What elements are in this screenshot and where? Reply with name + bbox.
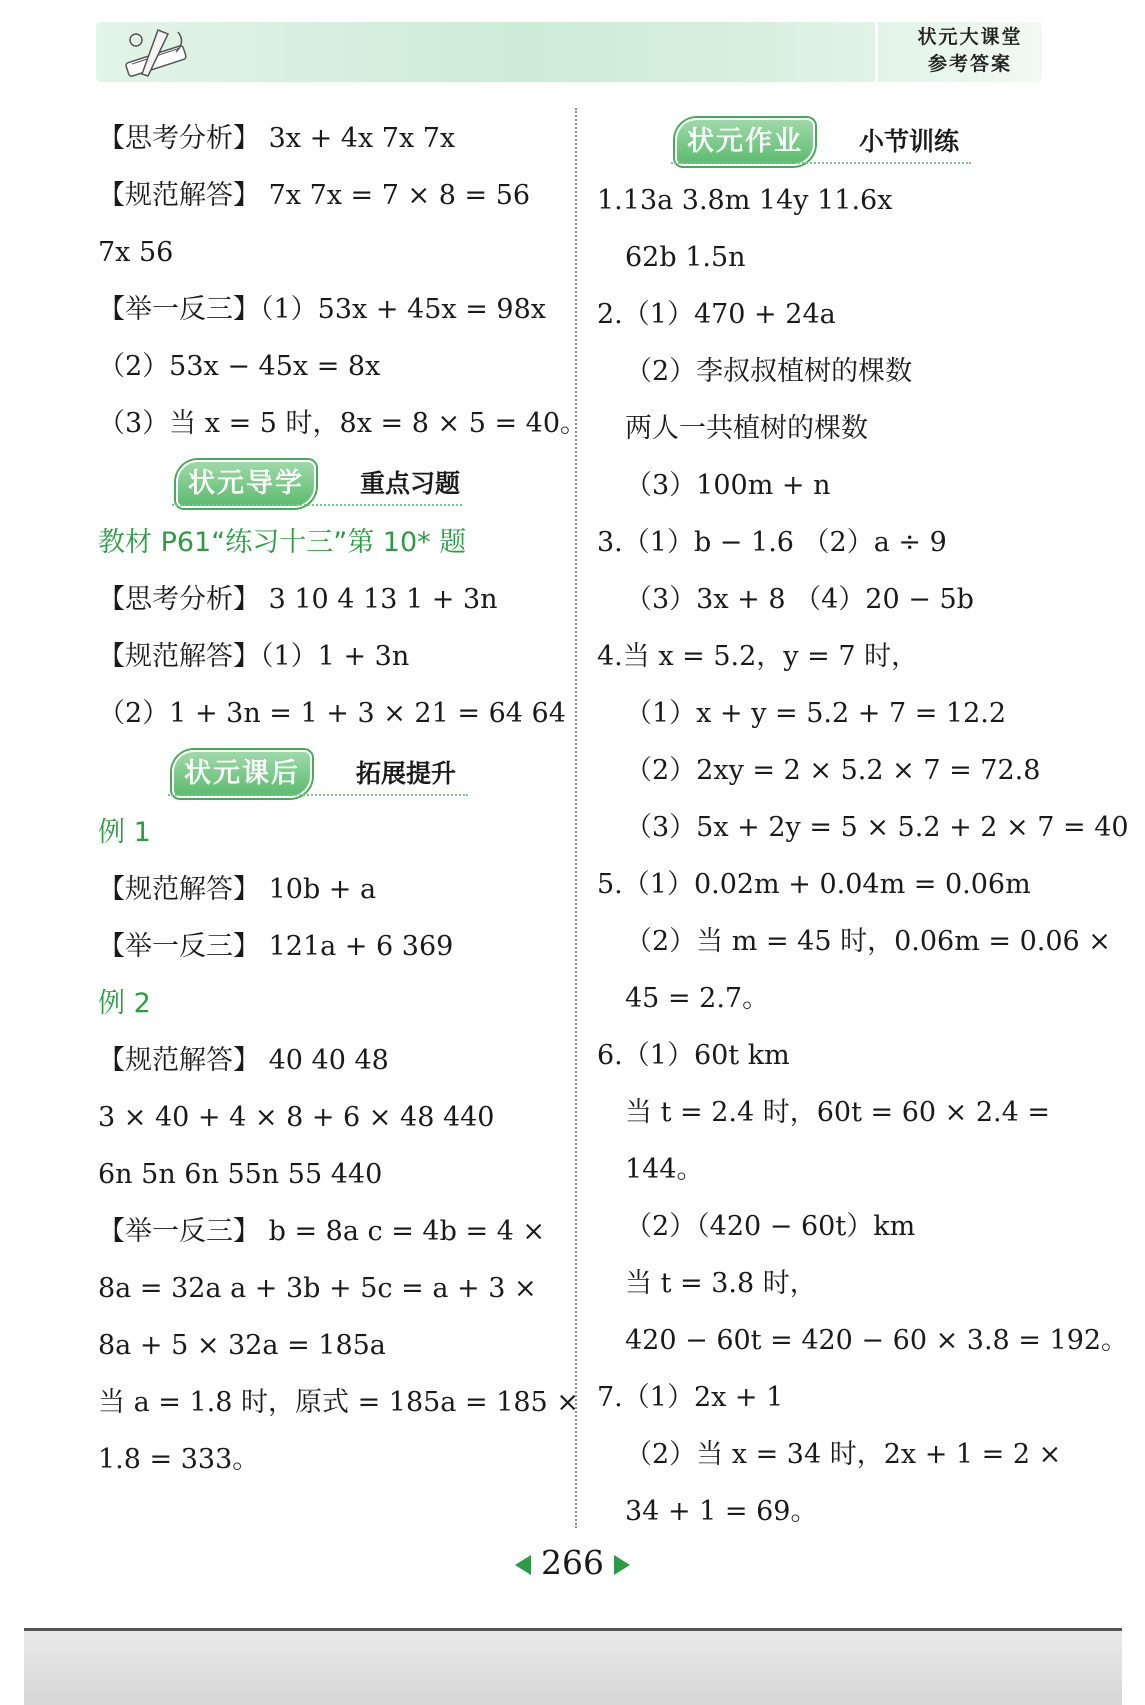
answer-line: 两人一共植树的棵数: [625, 413, 868, 444]
banner-underline: [168, 794, 468, 796]
answer-line: 【举一反三】（1）53x + 45x = 98x: [98, 294, 547, 325]
answer-line: 【规范解答】 10b + a: [98, 874, 377, 905]
answer-line: 8a = 32a a + 3b + 5c = a + 3 ×: [98, 1273, 537, 1304]
answer-line: 6.（1）60t km: [597, 1040, 790, 1071]
answer-line: （2）53x − 45x = 8x: [98, 351, 381, 382]
answer-line: 5.（1）0.02m + 0.04m = 0.06m: [597, 869, 1031, 900]
example-label: 例 1: [98, 817, 151, 848]
answer-line: （2）当 x = 34 时，2x + 1 = 2 ×: [625, 1439, 1062, 1470]
answer-line: 【规范解答】 7x 7x = 7 × 8 = 56: [98, 180, 531, 211]
answer-line: 【思考分析】 3 10 4 13 1 + 3n: [98, 584, 498, 615]
answer-line: 144。: [625, 1154, 704, 1185]
answer-line: 3 × 40 + 4 × 8 + 6 × 48 440: [98, 1102, 495, 1133]
answer-line: 4.当 x = 5.2，y = 7 时，: [597, 641, 919, 672]
answer-line: 45 = 2.7。: [625, 983, 770, 1014]
answer-line: 6n 5n 6n 55n 55 440: [98, 1159, 383, 1190]
answer-line: 【举一反三】 b = 8a c = 4b = 4 ×: [98, 1216, 546, 1247]
answer-line: 当 t = 3.8 时，: [625, 1268, 817, 1299]
answer-line: 3.（1）b − 1.6 （2）a ÷ 9: [597, 527, 947, 558]
header-divider: [875, 22, 878, 82]
answer-line: （2）当 m = 45 时，0.06m = 0.06 ×: [625, 926, 1111, 957]
section-subtitle: 小节训练: [859, 127, 960, 156]
answer-line: 7x 56: [98, 237, 174, 268]
brand-line-2: 参考答案: [927, 53, 1012, 75]
answer-line: 1.8 = 333。: [98, 1444, 260, 1475]
answer-line: （3）100m + n: [625, 470, 831, 501]
example-label: 例 2: [98, 988, 151, 1019]
answer-line: 当 t = 2.4 时，60t = 60 × 2.4 =: [625, 1097, 1051, 1128]
section-badge: 状元作业: [675, 118, 815, 166]
right-column: [597, 110, 1129, 1540]
answer-line: （2）李叔叔植树的棵数: [625, 356, 913, 387]
answer-line: （2）2xy = 2 × 5.2 × 7 = 72.8: [625, 755, 1041, 786]
banner-underline: [671, 162, 971, 164]
arrow-left-icon: [515, 1555, 531, 1575]
answer-line: 34 + 1 = 69。: [625, 1496, 818, 1527]
section-banner-kehou: [98, 742, 563, 804]
section-badge: 状元导学: [176, 460, 316, 508]
banner-underline: [172, 504, 462, 506]
column-divider: [575, 108, 577, 1528]
answer-line: （1）x + y = 5.2 + 7 = 12.2: [625, 698, 1007, 729]
left-column: [98, 110, 588, 1488]
section-banner-zuoye: [597, 110, 1057, 172]
section-subtitle: 拓展提升: [356, 759, 457, 788]
answer-line: 62b 1.5n: [625, 242, 746, 273]
answer-line: 当 a = 1.8 时，原式 = 185a = 185 ×: [98, 1387, 579, 1418]
answer-line: （3）当 x = 5 时，8x = 8 × 5 = 40。: [98, 408, 588, 439]
answer-line: 【规范解答】 40 40 48: [98, 1045, 389, 1076]
answer-line: 1.13a 3.8m 14y 11.6x: [597, 185, 893, 216]
answer-line: 2.（1）470 + 24a: [597, 299, 836, 330]
page-number: [0, 1543, 1145, 1583]
answer-line: 7.（1）2x + 1: [597, 1382, 784, 1413]
header-band: [96, 22, 1042, 82]
answer-line: 【规范解答】（1）1 + 3n: [98, 641, 410, 672]
answer-line: （2）1 + 3n = 1 + 3 × 21 = 64 64: [98, 698, 566, 729]
answer-line: 【举一反三】 121a + 6 369: [98, 931, 454, 962]
answer-line: （3）3x + 8 （4）20 − 5b: [625, 584, 974, 615]
section-badge: 状元课后: [172, 750, 312, 798]
pencil-book-illustration-icon: [118, 24, 198, 82]
answer-line: 420 − 60t = 420 − 60 × 3.8 = 192。: [625, 1325, 1129, 1356]
page-number-value: 266: [541, 1543, 604, 1582]
arrow-right-icon: [614, 1555, 630, 1575]
textbook-source: 教材 P61“练习十三”第 10* 题: [98, 527, 467, 558]
brand-title: [905, 24, 1035, 78]
brand-line-1: 状元大课堂: [917, 26, 1023, 48]
answer-line: 8a + 5 × 32a = 185a: [98, 1330, 386, 1361]
answer-line: （3）5x + 2y = 5 × 5.2 + 2 × 7 = 40: [625, 812, 1129, 843]
footer-band: [24, 1628, 1122, 1705]
answer-line: （2）（420 − 60t）km: [625, 1211, 916, 1242]
section-subtitle: 重点习题: [360, 469, 461, 498]
answer-line: 【思考分析】 3x + 4x 7x 7x: [98, 123, 456, 154]
right-answer-list: [597, 172, 1129, 1540]
section-banner-daoxue: [98, 452, 563, 514]
